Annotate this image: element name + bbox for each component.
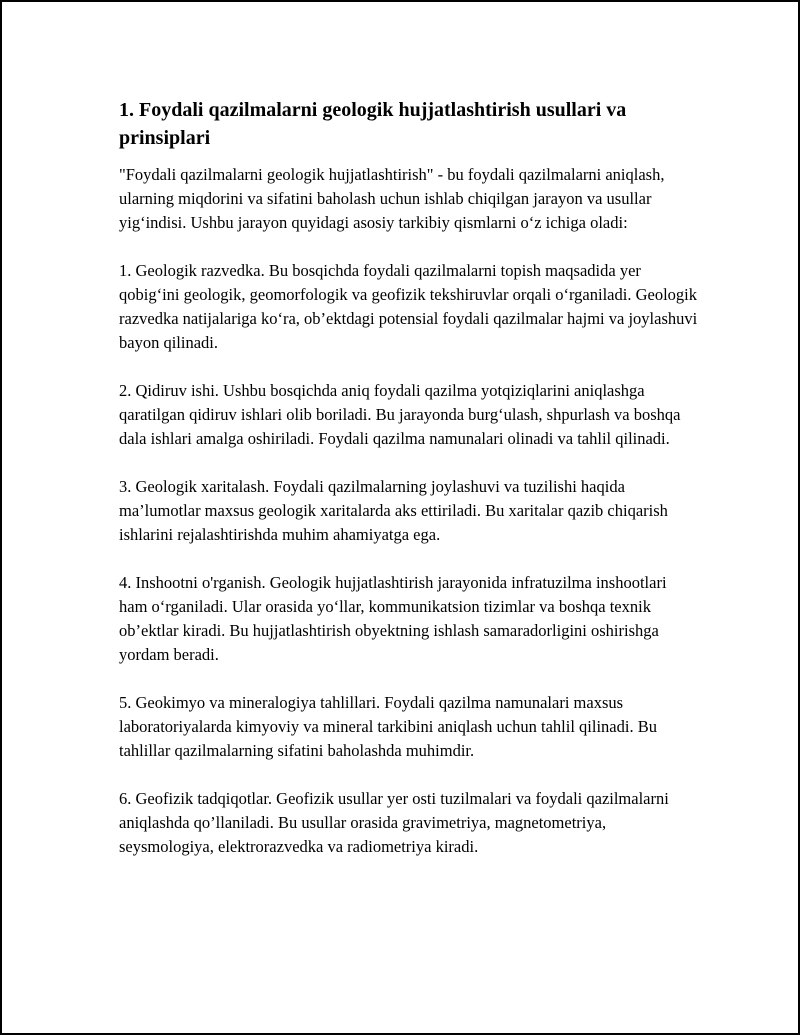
intro-paragraph: "Foydali qazilmalarni geologik hujjatlashtirish" - bu foydali qazilmalarni aniqlash, ularning miqdorini va sifatini baholash uchun ishlab chiqilgan jarayon va usullar yig‘indisi. Ushbu jarayon quyidagi asosiy tarkibiy qismlarni o‘z ichiga oladi: [119,165,665,232]
paragraph-geokimyo-mineralogiya: 5. Geokimyo va mineralogiya tahlillari. Foydali qazilma namunalari maxsus laboratoriyalarda kimyoviy va mineral tarkibini aniqlash uchun tahlil qilinadi. Bu tahlillar qazilmalarning sifatini baholashda muhimdir. [119,693,657,760]
paragraph-inshootni-organish: 4. Inshootni o'rganish. Geologik hujjatlashtirish jarayonida infratuzilma inshootlari ham o‘rganiladi. Ular orasida yo‘llar, kommunikatsion tizimlar va boshqa texnik ob’ektlar kiradi. Bu hujjatlashtirish obyektning ishlash samaradorligini oshirishga yordam beradi. [119,573,667,664]
document-body [119,96,699,883]
section-heading: 1. Foydali qazilmalarni geologik hujjatlashtirish usullari va prinsiplari [119,99,627,149]
paragraph-geologik-xaritalash: 3. Geologik xaritalash. Foydali qazilmalarning joylashuvi va tuzilishi haqida ma’lumotlar maxsus geologik xaritalarda aks ettiriladi. Bu xaritalar qazib chiqarish ishlarini rejalashtirishda muhim ahamiyatga ega. [119,477,668,544]
paragraph-geofizik-tadqiqotlar: 6. Geofizik tadqiqotlar. Geofizik usullar yer osti tuzilmalari va foydali qazilmalarni aniqlashda qo’llaniladi. Bu usullar orasida gravimetriya, magnetometriya, seysmologiya, elektrorazvedka va radiometriya kiradi. [119,789,669,856]
paragraph-qidiruv-ishi: 2. Qidiruv ishi. Ushbu bosqichda aniq foydali qazilma yotqiziqlarini aniqlashga qaratilgan qidiruv ishlari olib boriladi. Bu jarayonda burg‘ulash, shpurlash va boshqa dala ishlari amalga oshiriladi. Foydali qazilma namunalari olinadi va tahlil qilinadi. [119,381,681,448]
paragraph-geologik-razvedka: 1. Geologik razvedka. Bu bosqichda foydali qazilmalarni topish maqsadida yer qobig‘ini geologik, geomorfologik va geofizik tekshiruvlar orqali o‘rganiladi. Geologik razvedka natijalariga ko‘ra, ob’ektdagi potensial foydali qazilmalar hajmi va joylashuvi bayon qilinadi. [119,261,698,352]
